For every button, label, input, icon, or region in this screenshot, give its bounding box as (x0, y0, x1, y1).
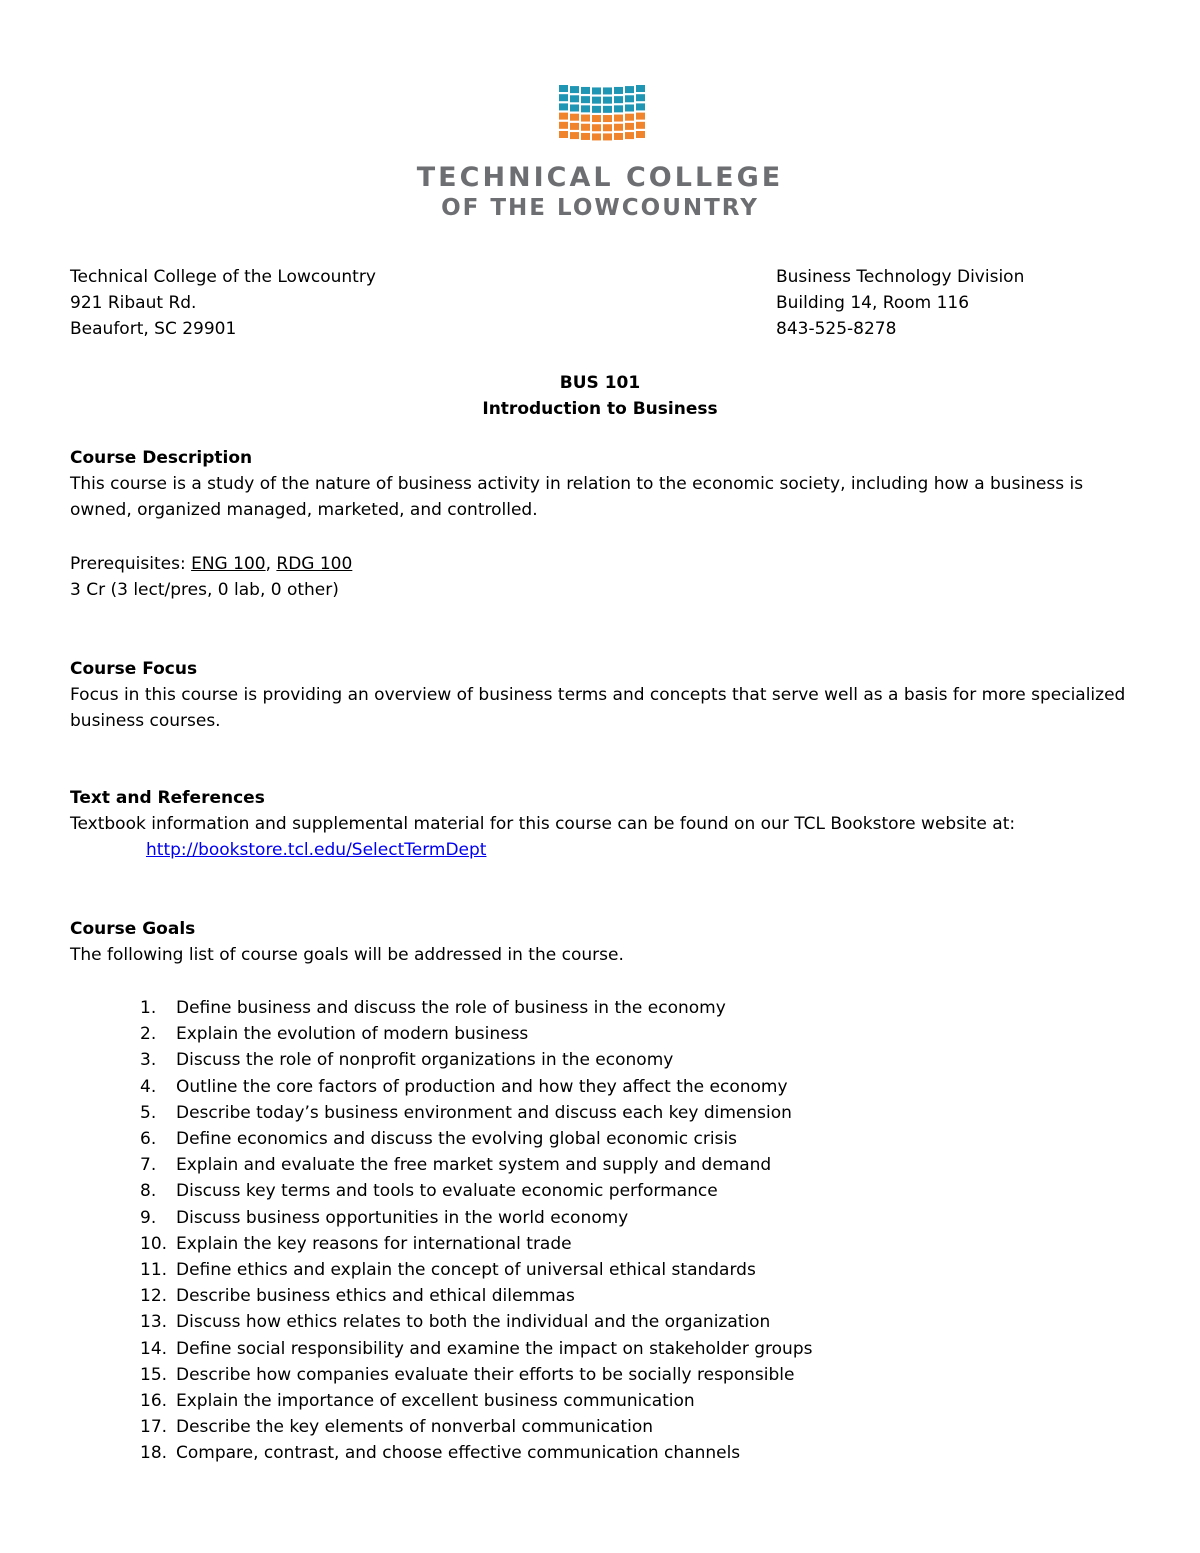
logo-tile (592, 133, 601, 140)
goal-number: 13. (140, 1312, 168, 1333)
logo-tile (636, 103, 645, 110)
logo-tile (592, 115, 601, 122)
logo-tile (592, 87, 601, 94)
section-text: Textbook information and supplemental material for this course can be found on our TCL Bookstore website at: (70, 814, 1016, 834)
goal-item (140, 1021, 812, 1047)
goal-number: 11. (140, 1260, 168, 1281)
logo-tile (625, 114, 634, 121)
goal-item (140, 1047, 812, 1073)
goal-text: Define ethics and explain the concept of universal ethical standards (176, 1260, 756, 1281)
goal-item (140, 995, 812, 1021)
goal-item (140, 1231, 812, 1257)
division-line: Building 14, Room 116 (776, 293, 970, 313)
goal-text: Explain the importance of excellent business communication (176, 1391, 695, 1412)
logo-tile (559, 94, 568, 101)
goal-text: Explain the key reasons for international trade (176, 1233, 572, 1254)
logo-tile (636, 131, 645, 138)
goal-item (140, 1309, 812, 1335)
goal-item (140, 1152, 812, 1178)
logo-tile (603, 87, 612, 94)
goal-number: 9. (140, 1207, 157, 1228)
prereq-separator: , (265, 554, 277, 574)
logo-text-line2: OF THE LOWCOUNTRY (441, 195, 759, 221)
goal-item (140, 1362, 812, 1388)
college-address (70, 264, 376, 342)
logo-tile (625, 132, 634, 139)
logo-tile (559, 122, 568, 129)
course-goals-section (70, 916, 1130, 968)
logo-tile (570, 95, 579, 102)
logo-tile (570, 86, 579, 93)
goal-number: 14. (140, 1338, 168, 1359)
logo-tile (570, 123, 579, 130)
prereq-link-rdg100[interactable]: RDG 100 (276, 554, 353, 574)
goal-number: 16. (140, 1391, 168, 1412)
goal-item (140, 1388, 812, 1414)
bookstore-url-line (70, 837, 1130, 863)
text-references-section (70, 785, 1130, 863)
logo-tile (581, 96, 590, 103)
logo-tile (559, 85, 568, 92)
logo-tile (570, 132, 579, 139)
goal-text: Compare, contrast, and choose effective communication channels (176, 1443, 741, 1464)
course-code: BUS 101 (559, 373, 641, 393)
goal-text: Discuss business opportunities in the world economy (176, 1207, 629, 1228)
logo-tile (603, 115, 612, 122)
goal-number: 8. (140, 1181, 157, 1202)
goal-number: 15. (140, 1364, 168, 1385)
logo-tile (603, 106, 612, 113)
goal-number: 17. (140, 1417, 168, 1438)
address-line: Beaufort, SC 29901 (70, 319, 237, 339)
logo-tile (614, 96, 623, 103)
course-description-section (70, 445, 1130, 523)
goal-item (140, 1414, 812, 1440)
goal-text: Outline the core factors of production and how they affect the economy (176, 1076, 788, 1097)
logo-tile (581, 105, 590, 112)
goal-text: Describe the key elements of nonverbal communication (176, 1417, 653, 1438)
course-title-block (0, 370, 1200, 422)
logo-tile (581, 133, 590, 140)
goal-item (140, 1205, 812, 1231)
goal-text: Define business and discuss the role of business in the economy (176, 998, 726, 1018)
goal-text: Explain and evaluate the free market system and supply and demand (176, 1155, 772, 1176)
logo-tile (603, 124, 612, 131)
logo-tile (581, 115, 590, 122)
logo-tile (614, 115, 623, 122)
goal-number: 3. (140, 1050, 157, 1071)
goal-item (140, 1440, 812, 1466)
division-line: 843-525-8278 (776, 319, 897, 339)
section-text: Focus in this course is providing an overview of business terms and concepts that serve well as a basis for more specialized business courses. (70, 685, 1126, 731)
logo-tile (559, 131, 568, 138)
logo-tile (559, 103, 568, 110)
logo-tile (570, 104, 579, 111)
logo-tile (592, 106, 601, 113)
goal-item (140, 1126, 812, 1152)
goal-text: Define social responsibility and examine the impact on stakeholder groups (176, 1338, 813, 1359)
logo-grid-icon (557, 84, 645, 142)
goal-number: 6. (140, 1129, 157, 1150)
section-heading: Text and References (70, 788, 265, 808)
logo-tile (592, 97, 601, 104)
goal-item (140, 1336, 812, 1362)
division-line: Business Technology Division (776, 267, 1025, 287)
logo-tile (614, 87, 623, 94)
goal-number: 12. (140, 1286, 168, 1307)
logo-tile (636, 113, 645, 120)
section-text: The following list of course goals will be addressed in the course. (70, 945, 624, 965)
goal-number: 18. (140, 1443, 168, 1464)
logo-tile (614, 124, 623, 131)
logo-tile (603, 133, 612, 140)
credits-line: 3 Cr (3 lect/pres, 0 lab, 0 other) (70, 580, 339, 600)
goal-text: Describe how companies evaluate their efforts to be socially responsible (176, 1364, 795, 1385)
section-text: This course is a study of the nature of business activity in relation to the economic society, including how a business is owned, organized managed, marketed, and controlled. (70, 474, 1084, 520)
address-line: Technical College of the Lowcountry (70, 267, 376, 287)
logo-tile (614, 105, 623, 112)
prerequisites-line (70, 551, 1130, 577)
logo-tile (614, 133, 623, 140)
logo-tile (625, 86, 634, 93)
section-heading: Course Goals (70, 919, 196, 939)
logo-tile (603, 97, 612, 104)
goal-item (140, 1074, 812, 1100)
goal-text: Describe today’s business environment and discuss each key dimension (176, 1102, 792, 1123)
logo-tile (581, 124, 590, 131)
logo-tile (625, 123, 634, 130)
course-goals-list (140, 995, 812, 1467)
bookstore-link[interactable]: http://bookstore.tcl.edu/SelectTermDept (146, 840, 487, 860)
logo-tile (636, 85, 645, 92)
goal-text: Define economics and discuss the evolving global economic crisis (176, 1129, 738, 1150)
logo-tile (570, 114, 579, 121)
logo-text-line1: TECHNICAL COLLEGE (416, 162, 784, 193)
goal-text: Explain the evolution of modern business (176, 1024, 529, 1045)
logo-tile (592, 124, 601, 131)
goal-item (140, 1100, 812, 1126)
goal-item (140, 1257, 812, 1283)
division-contact (776, 264, 1024, 342)
goal-number: 10. (140, 1233, 168, 1254)
goal-number: 2. (140, 1024, 157, 1045)
goal-number: 1. (140, 998, 157, 1018)
goal-text: Discuss the role of nonprofit organizations in the economy (176, 1050, 674, 1071)
goal-text: Describe business ethics and ethical dilemmas (176, 1286, 575, 1307)
section-heading: Course Description (70, 448, 253, 468)
goal-number: 7. (140, 1155, 157, 1176)
course-title: Introduction to Business (482, 399, 718, 419)
section-heading: Course Focus (70, 659, 198, 679)
logo-tile (581, 87, 590, 94)
logo-tile (559, 113, 568, 120)
goal-text: Discuss how ethics relates to both the individual and the organization (176, 1312, 771, 1333)
goal-number: 5. (140, 1102, 157, 1123)
college-logo (0, 84, 1200, 224)
course-focus-section (70, 656, 1130, 734)
logo-tile (625, 95, 634, 102)
prerequisites-label: Prerequisites: (70, 554, 192, 574)
goal-number: 4. (140, 1076, 157, 1097)
prerequisites-section (70, 551, 1130, 603)
goal-text: Discuss key terms and tools to evaluate economic performance (176, 1181, 718, 1202)
logo-tile (625, 104, 634, 111)
goal-item (140, 1178, 812, 1204)
logo-tile (636, 94, 645, 101)
address-line: 921 Ribaut Rd. (70, 293, 197, 313)
logo-tile (636, 122, 645, 129)
goal-item (140, 1283, 812, 1309)
prereq-link-eng100[interactable]: ENG 100 (191, 554, 266, 574)
